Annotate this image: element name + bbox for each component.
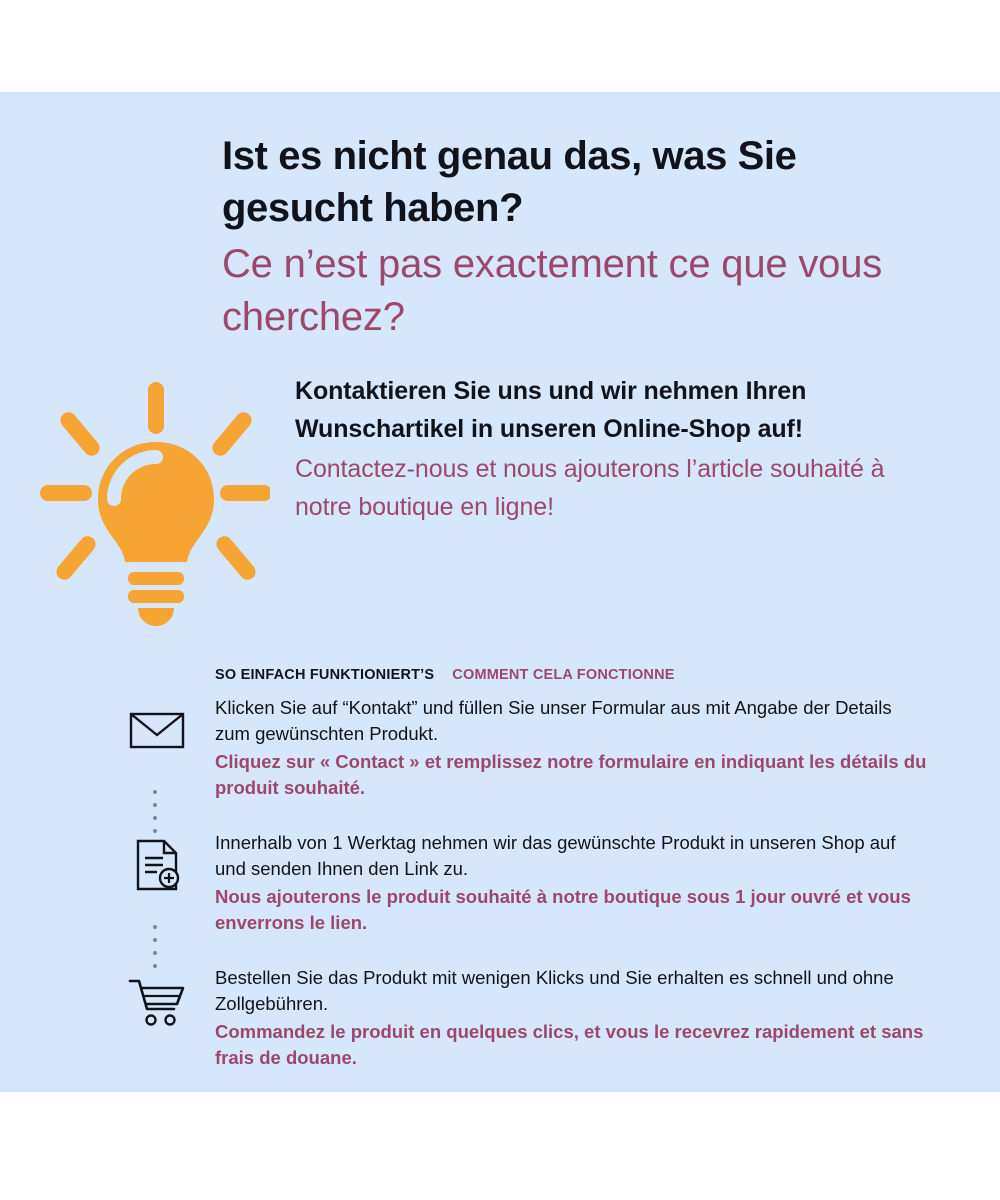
document-add-icon — [128, 836, 186, 894]
list-item — [0, 830, 1000, 950]
step-text — [215, 695, 927, 801]
promo-panel — [0, 92, 1000, 1092]
step-french: Commandez le produit en quelques clics, et vous le recevrez rapidement et sans frais de douane. — [215, 1020, 924, 1068]
step-german: Innerhalb von 1 Werktag nehmen wir das gewünschte Produkt in unseren Shop auf und senden Ihnen den Link zu. — [215, 832, 896, 880]
intro-row — [0, 372, 1000, 652]
step-text — [215, 965, 927, 1071]
shopping-cart-icon — [128, 971, 186, 1029]
step-french: Cliquez sur « Contact » et remplissez notre formulaire en indiquant les détails du produit souhaité. — [215, 750, 927, 798]
howto-heading-french: COMMENT CELA FONCTIONNE — [452, 667, 675, 683]
intro-german: Kontaktieren Sie uns und wir nehmen Ihren Wunschartikel in unseren Online-Shop auf! — [295, 377, 807, 443]
headline-french: Ce n’est pas exactement ce que vous cherchez? — [222, 242, 883, 339]
step-french: Nous ajouterons le produit souhaité à notre boutique sous 1 jour ouvré et vous enverrons le lien. — [215, 885, 911, 933]
headline-block — [222, 130, 942, 344]
intro-french: Contactez-nous et nous ajouterons l’article souhaité à notre boutique en ligne! — [295, 455, 885, 521]
headline-german: Ist es nicht genau das, was Sie gesucht haben? — [222, 134, 797, 230]
step-text — [215, 830, 927, 936]
howto-headings — [215, 667, 675, 683]
step-german: Klicken Sie auf “Kontakt” und füllen Sie unser Formular aus mit Angabe der Details zum gewünschten Produkt. — [215, 697, 892, 745]
step-german: Bestellen Sie das Produkt mit wenigen Klicks und Sie erhalten es schnell und ohne Zollgebühren. — [215, 967, 894, 1015]
list-item — [0, 695, 1000, 815]
envelope-icon — [128, 701, 186, 759]
lightbulb-icon — [40, 382, 270, 627]
howto-heading-german: SO EINFACH FUNKTIONIERT’S — [215, 667, 435, 683]
list-item — [0, 965, 1000, 1085]
intro-text-block — [295, 372, 935, 526]
